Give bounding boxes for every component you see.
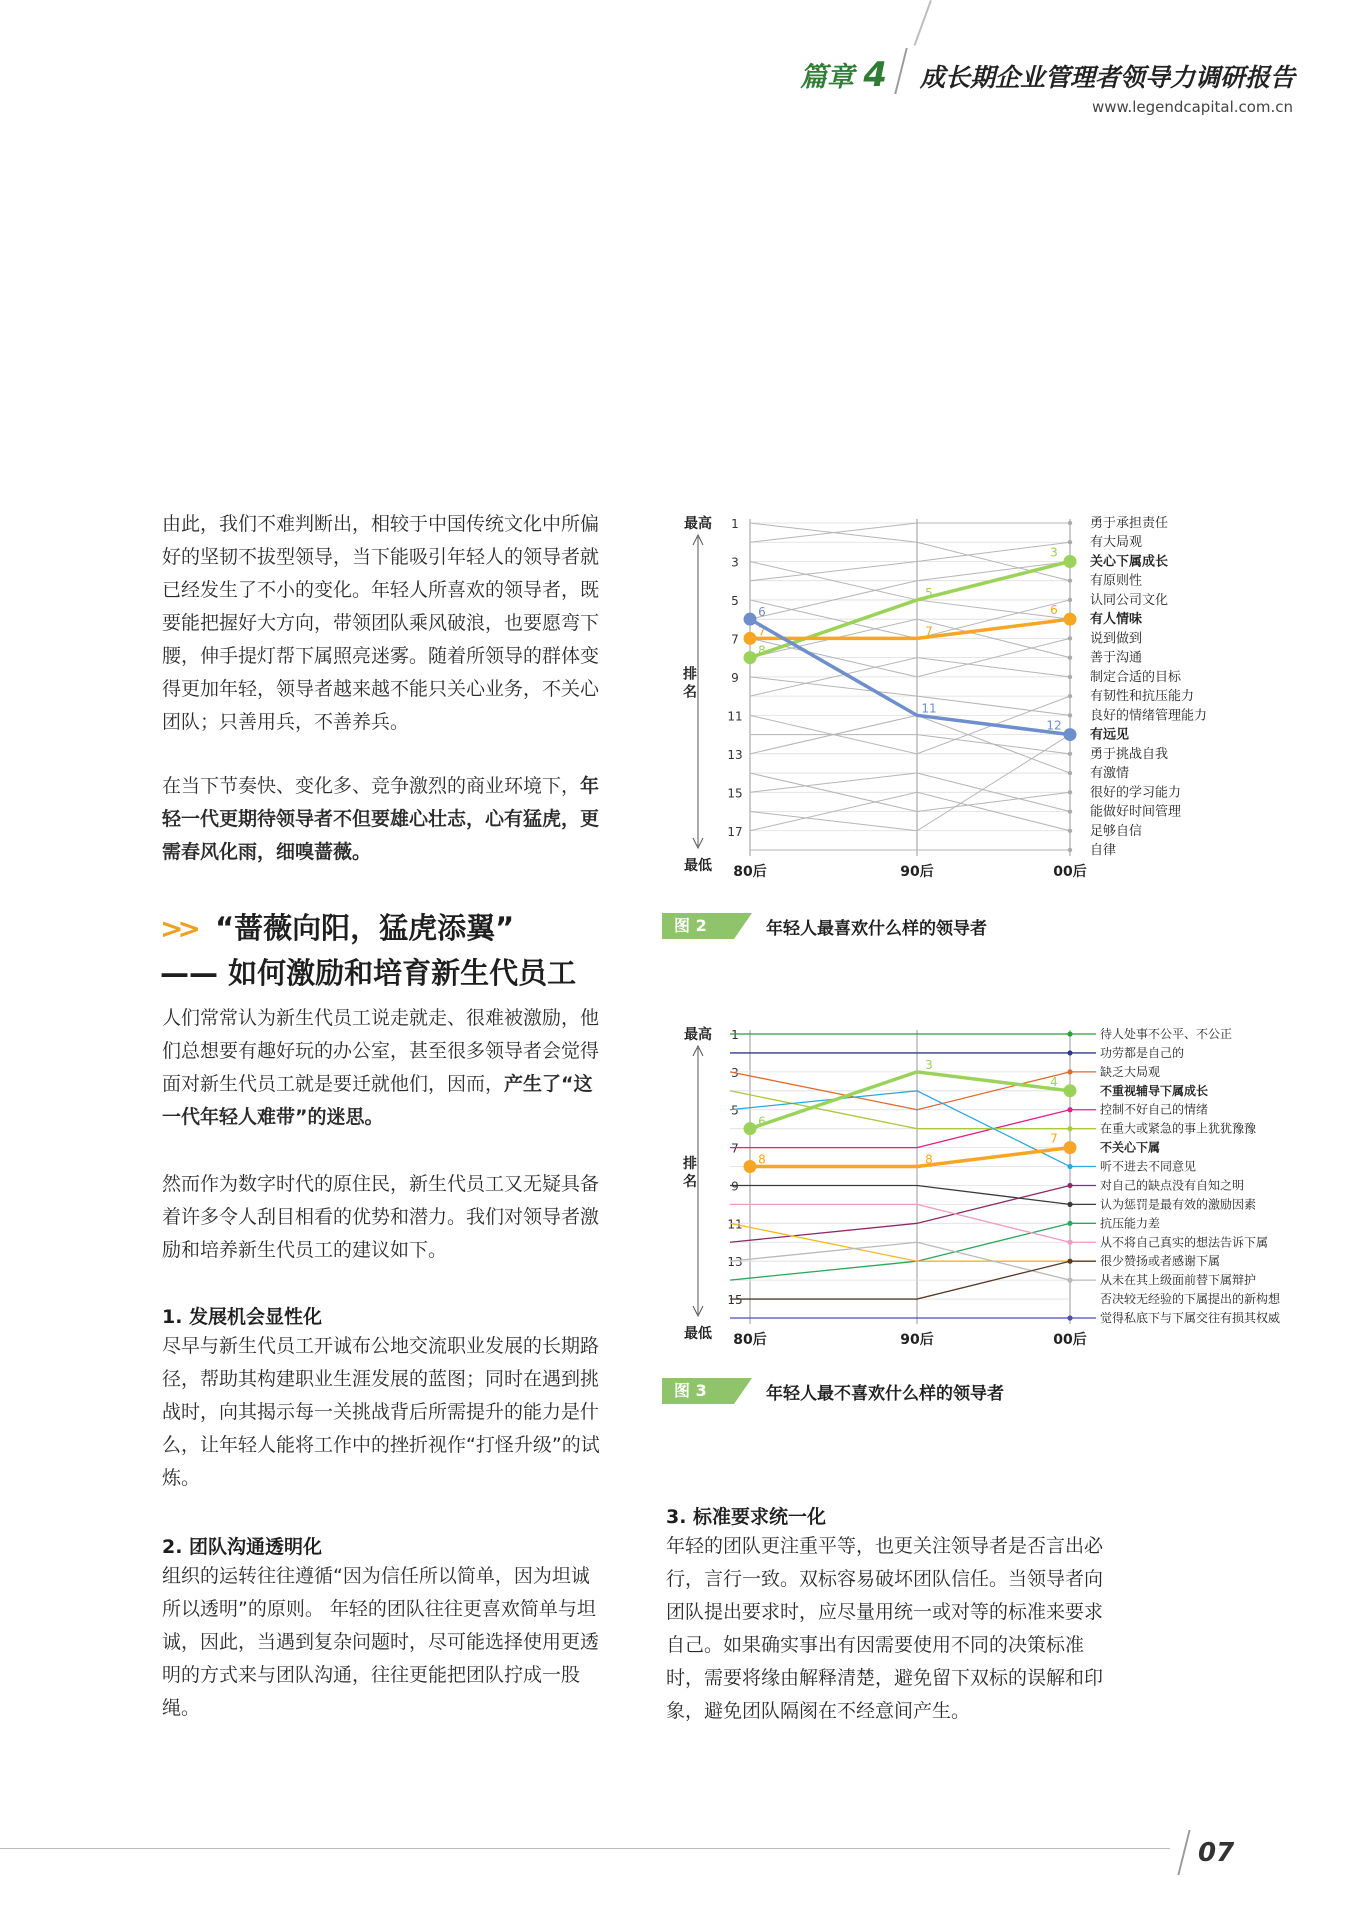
series-line — [730, 1223, 1070, 1280]
y-tick-label: 1 — [731, 1028, 739, 1042]
row-label: 有远见 — [1090, 727, 1130, 743]
row-label: 说到做到 — [1090, 631, 1143, 647]
background-series-point — [1068, 771, 1072, 775]
website-url: www.legendcapital.com.cn — [1092, 98, 1294, 116]
highlight-series-point — [1064, 1141, 1077, 1154]
row-label: 很少赞扬或者感谢下属 — [1100, 1254, 1221, 1269]
highlight-series-point — [1064, 1084, 1077, 1097]
highlight-series-line — [750, 1148, 1070, 1167]
y-tick-label: 5 — [731, 593, 739, 608]
subheading-1: 1. 发展机会显性化 — [162, 1306, 323, 1328]
row-label: 待人处事不公平、不公正 — [1100, 1027, 1233, 1041]
background-series-point — [1068, 521, 1072, 525]
row-label: 良好的情绪管理能力 — [1090, 708, 1208, 724]
data-label: 11 — [921, 701, 937, 716]
header-divider — [894, 48, 907, 94]
background-series-point — [1068, 675, 1072, 679]
chapter-badge — [800, 55, 887, 95]
row-label: 有激情 — [1090, 766, 1130, 782]
paragraph-environment — [162, 770, 602, 869]
background-series-point — [1068, 752, 1072, 756]
highlight-series-line — [750, 619, 1070, 638]
background-series-point — [1068, 848, 1072, 852]
x-category-label: 00后 — [1053, 864, 1087, 880]
x-category-label: 90后 — [900, 864, 934, 880]
row-label: 关心下属成长 — [1090, 554, 1169, 570]
highlight-series-point — [744, 613, 757, 626]
row-label: 不关心下属 — [1100, 1140, 1161, 1155]
row-label: 有人情味 — [1090, 612, 1143, 628]
subheading-2: 2. 团队沟通透明化 — [162, 1536, 323, 1558]
y-tick-label: 3 — [731, 1065, 739, 1080]
paragraph-myth-text: 人们常常认为新生代员工说走就走、很难被激励，他们总想要有趣好玩的办公室，甚至很多领导者会觉得面对新生代员工就是要迁就他们，因而， — [162, 1007, 600, 1095]
row-label: 觉得私底下与下属交往有损其权威 — [1100, 1311, 1281, 1325]
background-series-line — [750, 696, 1070, 754]
row-label: 缺乏大局观 — [1100, 1064, 1161, 1079]
row-label: 否决较无经验的下属提出的新构想 — [1100, 1292, 1281, 1307]
background-series-point — [1068, 636, 1072, 640]
section-title-sub: —— 如何激励和培育新生代员工 — [160, 956, 577, 990]
axis-top-label: 最高 — [684, 516, 712, 532]
paragraph-standard: 年轻的团队更注重平等，也更关注领导者是否言出必行，言行一致。双标容易破坏团队信任。当领导者向团队提出要求时，应尽量用统一或对等的标准来要求自己。如果确实事出有因需要使用不同的决策标准时，需要将缘由解释清楚，避免留下双标的误解和印象，避免团队隔阂在不经意间产生。 — [666, 1535, 1104, 1722]
section-heading — [160, 906, 640, 995]
y-tick-label: 9 — [731, 1179, 739, 1194]
paragraph-intro: 由此，我们不难判断出，相较于中国传统文化中所偏好的坚韧不拔型领导，当下能吸引年轻人的领导者就已经发生了不小的变化。年轻人所喜欢的领导者，既要能把握好大方向，带领团队乘风破浪，也要愿弯下腰，伸手提灯帮下属照亮迷雾。随着所领导的群体变得更加年轻，领导者越来越不能只关心业务，不关心团队；只善用兵，不善养兵。 — [162, 513, 600, 733]
report-title: 成长期企业管理者领导力调研报告 — [920, 63, 1296, 92]
background-series-line — [750, 735, 1070, 831]
chart-favorite-leaders — [660, 505, 1220, 895]
x-category-label: 80后 — [733, 864, 767, 880]
row-label: 认为惩罚是最有效的激励因素 — [1100, 1197, 1257, 1212]
row-label: 认同公司文化 — [1090, 592, 1169, 608]
background-series-line — [750, 735, 1070, 754]
background-series-point — [1068, 809, 1072, 813]
row-label: 善于沟通 — [1090, 650, 1143, 666]
row-label: 很好的学习能力 — [1090, 785, 1182, 801]
y-tick-label: 11 — [727, 1217, 743, 1232]
data-label: 12 — [1046, 718, 1062, 733]
background-series-line — [750, 523, 1070, 542]
y-tick-label: 15 — [727, 786, 743, 801]
axis-bottom-label: 最低 — [684, 1326, 712, 1342]
highlight-series-point — [744, 651, 757, 664]
figure-label-tab — [734, 913, 752, 939]
paragraph-transparency: 组织的运转往往遵循“因为信任所以简单，因为坦诚所以透明”的原则。 年轻的团队往往更喜欢简单与坦诚，因此，当遇到复杂问题时，尽可能选择使用更透明的方式来与团队沟通，往往更能把团队拧成一股绳。 — [162, 1565, 600, 1719]
axis-bottom-label: 最低 — [684, 858, 712, 874]
x-category-label: 00后 — [1053, 1332, 1087, 1348]
row-label: 足够自信 — [1090, 823, 1143, 839]
axis-ylabel-char: 排 — [683, 1156, 697, 1172]
paragraph-environment-text: 在当下节奏快、变化多、竞争激烈的商业环境下， — [162, 775, 581, 797]
data-label: 6 — [758, 605, 766, 620]
row-label: 抗压能力差 — [1100, 1216, 1161, 1231]
corner-decoration — [914, 0, 932, 46]
footer-divider — [1177, 1830, 1190, 1875]
section-title-main: “蔷薇向阳，猛虎添翼” — [215, 911, 515, 945]
figure-label-tab — [734, 1378, 752, 1404]
row-label: 有大局观 — [1090, 535, 1143, 551]
x-category-label: 80后 — [733, 1332, 767, 1348]
background-series-point — [1068, 829, 1072, 833]
series-line — [730, 1185, 1070, 1204]
chart-disliked-leaders — [660, 1018, 1320, 1363]
paragraph-native: 然而作为数字时代的原住民，新生代员工又无疑具备着许多令人刮目相看的优势和潜力。我们对领导者激励和培养新生代员工的建议如下。 — [162, 1173, 600, 1261]
row-label: 制定合适的目标 — [1090, 669, 1182, 685]
background-series-point — [1068, 790, 1072, 794]
highlight-series-point — [744, 1160, 757, 1173]
chapter-label: 篇章 — [800, 62, 854, 93]
subheading-3: 3. 标准要求统一化 — [666, 1506, 827, 1528]
paragraph-environment-bold: 年轻一代更期待领导者不但要雄心壮志，心有猛虎，更需春风化雨，细嗅蔷薇。 — [162, 775, 600, 863]
data-label: 3 — [1050, 545, 1058, 560]
page-number: 07 — [1198, 1838, 1235, 1868]
data-label: 6 — [1050, 603, 1058, 618]
row-label: 有韧性和抗压能力 — [1090, 689, 1195, 705]
data-label: 7 — [1050, 1131, 1058, 1146]
axis-ylabel-char: 名 — [683, 1174, 697, 1190]
y-tick-label: 7 — [731, 1141, 739, 1156]
data-label: 6 — [758, 1114, 766, 1129]
highlight-series-line — [750, 1072, 1070, 1129]
paragraph-myth — [162, 1002, 602, 1134]
y-tick-label: 17 — [727, 824, 743, 839]
paragraph-career: 尽早与新生代员工开诚布公地交流职业发展的长期路径，帮助其构建职业生涯发展的蓝图；同时在遇到挑战时，向其揭示每一关挑战背后所需提升的能力是什么，让年轻人能将工作中的挫折视作“打怪升级”的试炼。 — [162, 1335, 600, 1489]
highlight-series-point — [744, 1122, 757, 1135]
background-series-point — [1068, 579, 1072, 583]
y-tick-label: 13 — [727, 747, 743, 762]
highlight-series-point — [1064, 613, 1077, 626]
background-series-point — [1068, 694, 1072, 698]
figure-2-label: 图 2 — [662, 913, 734, 939]
row-label: 勇于承担责任 — [1090, 516, 1169, 531]
y-tick-label: 13 — [727, 1255, 743, 1270]
row-label: 勇于挑战自我 — [1090, 746, 1169, 762]
paragraph-myth-bold: 产生了“这一代年轻人难带”的迷思。 — [162, 1073, 593, 1128]
background-series-point — [1068, 713, 1072, 717]
background-series-point — [1068, 540, 1072, 544]
figure-2-caption: 年轻人最喜欢什么样的领导者 — [766, 918, 987, 939]
figure-3-caption-row — [662, 1378, 1004, 1404]
row-label: 从不将自己真实的想法告诉下属 — [1100, 1235, 1269, 1250]
background-series-point — [1068, 598, 1072, 602]
axis-ylabel-char: 名 — [683, 684, 697, 701]
y-tick-label: 11 — [727, 709, 743, 724]
double-chevron-icon: >> — [160, 912, 195, 945]
row-label: 听不进去不同意见 — [1100, 1159, 1197, 1174]
figure-2-caption-row — [662, 913, 987, 939]
highlight-series-point — [744, 632, 757, 645]
data-label: 8 — [925, 1152, 933, 1167]
y-tick-label: 15 — [727, 1293, 743, 1308]
highlight-series-line — [750, 561, 1070, 657]
row-label: 有原则性 — [1090, 573, 1143, 589]
data-label: 8 — [758, 1152, 766, 1167]
y-tick-label: 7 — [731, 632, 739, 647]
chapter-number: 4 — [863, 55, 888, 95]
highlight-series-point — [1064, 728, 1077, 741]
y-tick-label: 9 — [731, 670, 739, 685]
x-category-label: 90后 — [900, 1332, 934, 1348]
row-label: 能做好时间管理 — [1090, 804, 1182, 820]
figure-3-label: 图 3 — [662, 1378, 734, 1404]
row-label: 在重大或紧急的事上犹犹豫豫 — [1100, 1121, 1257, 1136]
data-label: 8 — [758, 643, 766, 658]
axis-top-label: 最高 — [684, 1027, 712, 1043]
data-label: 4 — [1050, 1074, 1058, 1089]
background-series-point — [1068, 655, 1072, 659]
row-label: 不重视辅导下属成长 — [1100, 1083, 1209, 1098]
y-tick-label: 3 — [731, 555, 739, 570]
data-label: 7 — [925, 624, 933, 639]
axis-ylabel-char: 排 — [683, 666, 697, 683]
y-tick-label: 1 — [731, 517, 739, 531]
data-label: 3 — [925, 1057, 933, 1072]
data-label: 5 — [925, 585, 933, 600]
row-label: 对自己的缺点没有自知之明 — [1100, 1178, 1245, 1193]
y-tick-label: 5 — [731, 1103, 739, 1118]
row-label: 控制不好自己的情绪 — [1100, 1102, 1209, 1117]
data-label: 7 — [758, 624, 766, 639]
row-label: 功劳都是自己的 — [1100, 1045, 1185, 1060]
row-label: 自律 — [1090, 843, 1117, 858]
highlight-series-point — [1064, 555, 1077, 568]
row-label: 从未在其上级面前替下属辩护 — [1100, 1273, 1257, 1288]
figure-3-caption: 年轻人最不喜欢什么样的领导者 — [766, 1383, 1004, 1404]
footer-rule — [0, 1848, 1170, 1849]
